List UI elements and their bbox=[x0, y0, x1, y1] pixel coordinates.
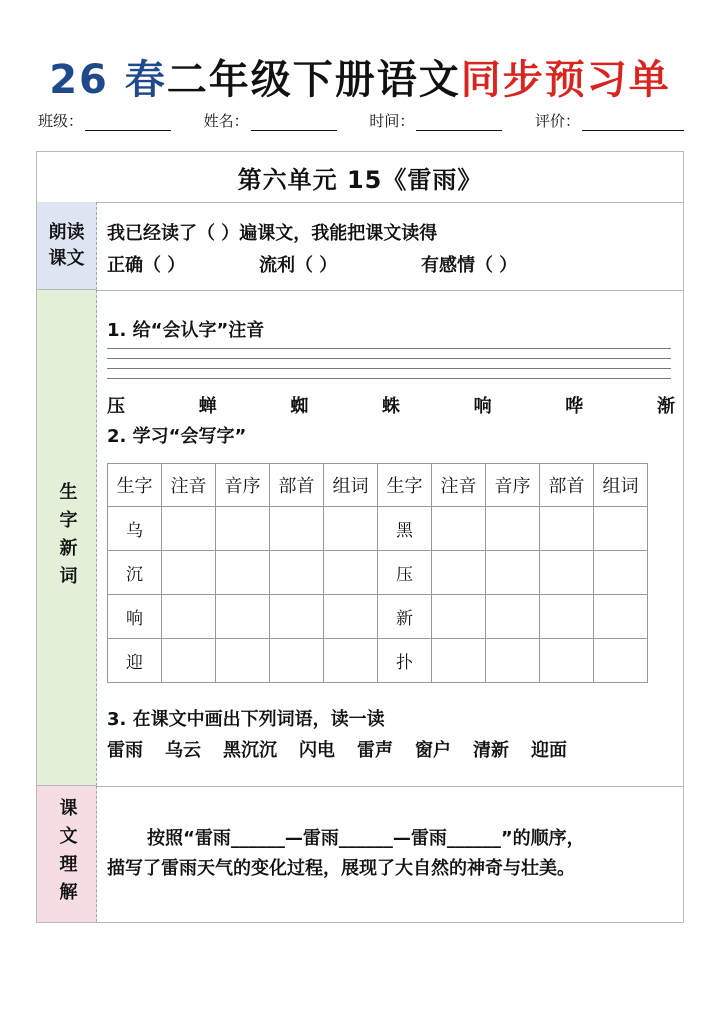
name-field bbox=[204, 110, 337, 131]
blank-cell[interactable] bbox=[486, 639, 540, 683]
reading-label-1: 朗读 bbox=[48, 221, 85, 243]
class-input-line[interactable] bbox=[85, 112, 171, 131]
eval-field bbox=[535, 110, 684, 131]
char-cell: 压 bbox=[378, 551, 432, 595]
understanding-paragraph bbox=[107, 824, 679, 884]
recognize-chars bbox=[107, 392, 675, 418]
reading-fluent: 流利（ ） bbox=[259, 255, 338, 276]
blank-cell[interactable] bbox=[324, 595, 378, 639]
blank-cell[interactable] bbox=[540, 595, 594, 639]
blank-cell[interactable] bbox=[486, 595, 540, 639]
understanding-line-2: 描写了雷雨天气的变化过程，展现了大自然的神奇与壮美。 bbox=[107, 858, 575, 879]
blank-cell[interactable] bbox=[216, 551, 270, 595]
char-cell: 黑 bbox=[378, 507, 432, 551]
reading-correct: 正确（ ） bbox=[107, 255, 186, 276]
table-header-row bbox=[108, 464, 648, 507]
char-cell: 迎 bbox=[108, 639, 162, 683]
class-label: 班级： bbox=[38, 112, 84, 130]
title-number: 26 bbox=[49, 57, 109, 103]
header-cell: 注音 bbox=[432, 464, 486, 507]
understanding-section-label bbox=[37, 786, 97, 922]
char-cell: 乌 bbox=[108, 507, 162, 551]
char-cell: 扑 bbox=[378, 639, 432, 683]
title-grade: 二年级下册语文 bbox=[166, 57, 461, 103]
task2-title: 2. 学习“会写字” bbox=[107, 426, 247, 447]
title-season: 春 bbox=[124, 57, 167, 103]
name-label: 姓名： bbox=[203, 112, 249, 130]
header-cell: 音序 bbox=[486, 464, 540, 507]
blank-cell[interactable] bbox=[270, 551, 324, 595]
reading-line-1: 我已经读了（ ）遍课文，我能把课文读得 bbox=[107, 223, 438, 244]
unit-title: 第六单元 15《雷雨》 bbox=[37, 152, 683, 203]
blank-cell[interactable] bbox=[216, 595, 270, 639]
char: 蝉 bbox=[198, 396, 217, 417]
blank-cell[interactable] bbox=[270, 507, 324, 551]
blank-cell[interactable] bbox=[162, 639, 216, 683]
char-cell: 沉 bbox=[108, 551, 162, 595]
time-input-line[interactable] bbox=[416, 112, 502, 131]
char: 渐 bbox=[656, 396, 675, 417]
reading-label-2: 课文 bbox=[48, 247, 85, 269]
word: 黑沉沉 bbox=[223, 740, 277, 761]
time-label: 时间： bbox=[369, 112, 415, 130]
vocab-words bbox=[107, 736, 589, 762]
header-cell: 组词 bbox=[594, 464, 648, 507]
blank-cell[interactable] bbox=[270, 595, 324, 639]
char-cell: 响 bbox=[108, 595, 162, 639]
header-cell: 音序 bbox=[216, 464, 270, 507]
blank-cell[interactable] bbox=[432, 551, 486, 595]
table-row bbox=[108, 551, 648, 595]
section-divider bbox=[97, 290, 683, 291]
word: 乌云 bbox=[165, 740, 201, 761]
word: 迎面 bbox=[531, 740, 567, 761]
char: 哗 bbox=[565, 396, 584, 417]
blank-cell[interactable] bbox=[540, 507, 594, 551]
table-row bbox=[108, 595, 648, 639]
blank-cell[interactable] bbox=[540, 551, 594, 595]
pinyin-line[interactable] bbox=[107, 348, 671, 349]
char: 蜘 bbox=[290, 396, 309, 417]
blank-cell[interactable] bbox=[540, 639, 594, 683]
char: 响 bbox=[473, 396, 492, 417]
blank-cell[interactable] bbox=[486, 551, 540, 595]
blank-cell[interactable] bbox=[432, 507, 486, 551]
understanding-label: 课文理解 bbox=[56, 798, 78, 910]
header-cell: 注音 bbox=[162, 464, 216, 507]
blank-cell[interactable] bbox=[324, 639, 378, 683]
blank-cell[interactable] bbox=[594, 639, 648, 683]
word: 闪电 bbox=[299, 740, 335, 761]
words-label: 生字新词 bbox=[56, 481, 78, 594]
task1-title: 1. 给“会认字”注音 bbox=[107, 320, 265, 341]
reading-expressive: 有感情（ ） bbox=[421, 255, 518, 276]
header-cell: 生字 bbox=[378, 464, 432, 507]
word: 雷雨 bbox=[107, 740, 143, 761]
blank-cell[interactable] bbox=[432, 639, 486, 683]
eval-label: 评价： bbox=[534, 112, 580, 130]
header-cell: 部首 bbox=[270, 464, 324, 507]
table-row bbox=[108, 507, 648, 551]
words-section-label bbox=[37, 290, 97, 786]
blank-cell[interactable] bbox=[270, 639, 324, 683]
word: 窗户 bbox=[415, 740, 451, 761]
eval-input-line[interactable] bbox=[582, 112, 684, 131]
writing-chars-table bbox=[107, 463, 648, 683]
word: 清新 bbox=[473, 740, 509, 761]
header-cell: 组词 bbox=[324, 464, 378, 507]
class-field bbox=[38, 110, 171, 131]
task3-title: 3. 在课文中画出下列词语，读一读 bbox=[107, 709, 385, 730]
char: 压 bbox=[107, 396, 125, 417]
worksheet-frame bbox=[36, 151, 684, 923]
student-info-bar bbox=[38, 110, 684, 131]
name-input-line[interactable] bbox=[251, 112, 337, 131]
char: 蛛 bbox=[381, 396, 400, 417]
pinyin-line[interactable] bbox=[107, 378, 671, 379]
blank-cell[interactable] bbox=[216, 507, 270, 551]
pinyin-line[interactable] bbox=[107, 368, 671, 369]
blank-cell[interactable] bbox=[594, 551, 648, 595]
blank-cell[interactable] bbox=[486, 507, 540, 551]
header-cell: 部首 bbox=[540, 464, 594, 507]
pinyin-line[interactable] bbox=[107, 358, 671, 359]
table-row bbox=[108, 639, 648, 683]
header-cell: 生字 bbox=[108, 464, 162, 507]
blank-cell[interactable] bbox=[594, 595, 648, 639]
time-field bbox=[369, 110, 502, 131]
understanding-line-1: 按照“雷雨______—雷雨______—雷雨______”的顺序， bbox=[147, 828, 585, 849]
section-divider bbox=[97, 786, 683, 787]
blank-cell[interactable] bbox=[324, 507, 378, 551]
blank-cell[interactable] bbox=[216, 639, 270, 683]
blank-cell[interactable] bbox=[324, 551, 378, 595]
blank-cell[interactable] bbox=[594, 507, 648, 551]
reading-section-label bbox=[37, 202, 97, 290]
title-highlight: 同步预习单 bbox=[460, 57, 671, 103]
word: 雷声 bbox=[357, 740, 393, 761]
char-cell: 新 bbox=[378, 595, 432, 639]
blank-cell[interactable] bbox=[162, 507, 216, 551]
blank-cell[interactable] bbox=[162, 551, 216, 595]
blank-cell[interactable] bbox=[432, 595, 486, 639]
blank-cell[interactable] bbox=[162, 595, 216, 639]
page-title bbox=[0, 48, 720, 105]
